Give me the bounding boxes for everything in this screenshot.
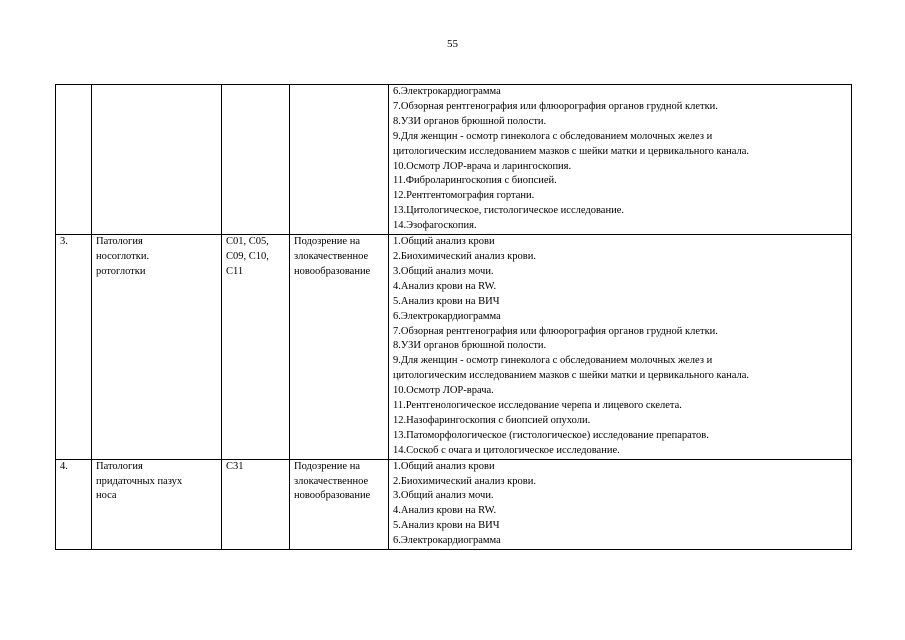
icd-codes-cell [222, 459, 290, 549]
pathology-name-line: носоглотки. [96, 250, 150, 262]
pathology-name-line: носа [96, 490, 117, 502]
condition-line: новообразование [294, 490, 371, 502]
examination-item: 8.УЗИ органов брюшной полости. [393, 115, 547, 127]
examination-item: 13.Цитологическое, гистологическое исследование. [393, 205, 624, 217]
examination-item: 2.Биохимический анализ крови. [393, 250, 536, 262]
examinations-cell [389, 459, 852, 549]
condition-cell [290, 235, 389, 460]
icd-codes-line: С11 [226, 265, 244, 277]
icd-codes-line: С01, С05, [226, 236, 269, 248]
examination-item: 5.Анализ крови на ВИЧ [393, 295, 500, 307]
examination-item: 6.Электрокардиограмма [393, 310, 501, 322]
condition-line: злокачественное [294, 250, 369, 262]
icd-codes-cell [222, 235, 290, 460]
icd-codes-line: С09, С10, [226, 250, 269, 262]
examinations-cell [389, 235, 852, 460]
examination-item: 12.Назофарингоскопия с биопсией опухоли. [393, 414, 591, 426]
pathology-name-cell [92, 85, 222, 235]
table-row [56, 459, 852, 549]
pathology-name-line: Патология [96, 460, 143, 472]
examination-table [55, 84, 852, 550]
table-row [56, 85, 852, 235]
examination-item: цитологическим исследованием мазков с шейки матки и цервикального канала. [393, 145, 750, 157]
examination-item: 6.Электрокардиограмма [393, 86, 501, 97]
condition-line: Подозрение на [294, 460, 360, 472]
examination-item: 3.Общий анализ мочи. [393, 265, 494, 277]
pathology-name-cell [92, 235, 222, 460]
icd-codes-line: С31 [226, 460, 244, 472]
examination-item: 9.Для женщин - осмотр гинеколога с обследованием молочных желез и [393, 355, 713, 367]
condition-cell [290, 459, 389, 549]
examination-item: цитологическим исследованием мазков с шейки матки и цервикального канала. [393, 370, 750, 382]
examination-item: 7.Обзорная рентгенография или флюорография органов грудной клетки. [393, 100, 718, 112]
examination-item: 13.Патоморфологическое (гистологическое) исследование препаратов. [393, 429, 709, 441]
condition-line: новообразование [294, 265, 371, 277]
examination-item: 9.Для женщин - осмотр гинеколога с обследованием молочных желез и [393, 130, 713, 142]
icd-codes-cell [222, 85, 290, 235]
examination-item: 2.Биохимический анализ крови. [393, 475, 536, 487]
examination-item: 8.УЗИ органов брюшной полости. [393, 340, 547, 352]
examination-item: 4.Анализ крови на RW. [393, 505, 497, 517]
examination-item: 14.Соскоб с очага и цитологическое исследование. [393, 444, 620, 456]
examination-item: 14.Эзофагоскопия. [393, 220, 477, 232]
row-number-cell: 4. [56, 459, 92, 549]
examination-item: 10.Осмотр ЛОР-врача и ларингоскопия. [393, 160, 572, 172]
examination-item: 4.Анализ крови на RW. [393, 280, 497, 292]
pathology-name-cell [92, 459, 222, 549]
pathology-name-line: ротоглотки [96, 265, 146, 277]
row-number-cell [56, 85, 92, 235]
examination-item: 1.Общий анализ крови [393, 460, 495, 472]
examination-item: 11.Рентгенологическое исследование черепа и лицевого скелета. [393, 400, 682, 412]
examination-item: 1.Общий анализ крови [393, 236, 495, 248]
condition-line: Подозрение на [294, 236, 360, 248]
condition-cell [290, 85, 389, 235]
examination-item: 5.Анализ крови на ВИЧ [393, 520, 500, 532]
examinations-cell [389, 85, 852, 235]
row-number-cell: 3. [56, 235, 92, 460]
pathology-name-line: придаточных пазух [96, 475, 183, 487]
table-row [56, 235, 852, 460]
examination-item: 6.Электрокардиограмма [393, 535, 501, 547]
examination-item: 10.Осмотр ЛОР-врача. [393, 385, 494, 397]
pathology-name-line: Патология [96, 236, 143, 248]
examination-item: 11.Фиброларингоскопия с биопсией. [393, 175, 557, 187]
examination-item: 7.Обзорная рентгенография или флюорография органов грудной клетки. [393, 325, 718, 337]
page-number: 55 [447, 38, 458, 50]
condition-line: злокачественное [294, 475, 369, 487]
examination-item: 3.Общий анализ мочи. [393, 490, 494, 502]
examination-item: 12.Рентгентомография гортани. [393, 190, 535, 202]
